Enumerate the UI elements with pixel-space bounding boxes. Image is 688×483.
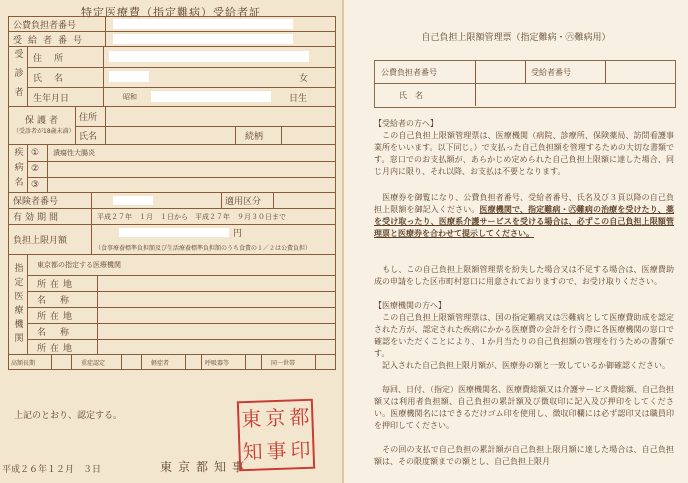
seal-char-5: 事 [266, 438, 287, 464]
patient-name-label: 氏名 [33, 73, 76, 84]
patient-dob-row [27, 87, 335, 107]
designated-row-1 [27, 255, 335, 276]
para-institution-4: その回の支払で自己負担の累計額が自己負担上限月額に達した場合は、自己負担額は、その限度額までの額とし、自己負担上限月 [374, 445, 674, 466]
dob-era: 昭和 [123, 93, 137, 101]
redacted-payer-number [113, 19, 293, 29]
designated-row-2 [27, 275, 335, 292]
row-limit [9, 225, 335, 255]
inst-name-label-2: 名称 [37, 295, 84, 306]
designated-1: 東京都の指定する医療機関 [37, 261, 121, 269]
ledger-page [344, 0, 688, 483]
designated-row-6 [27, 339, 335, 355]
recipient-number-label: 受給者番号 [13, 35, 89, 46]
section-institution-heading: 【医療機関の方へ】 [374, 301, 446, 310]
row-recipient-number [9, 32, 335, 47]
payer-number-label: 公費負担者番号 [13, 20, 77, 31]
flag-label-2: 重症認定 [81, 359, 106, 367]
row-insurer [9, 193, 335, 209]
redacted-patient-name [109, 71, 149, 82]
seal-char-3: 都 [288, 404, 310, 430]
guardian-address-label: 住所 [79, 113, 98, 123]
ledger-row-name [375, 84, 675, 106]
issue-date: 平成２６年１２月 ３日 [2, 465, 102, 475]
redacted-limit-amount [119, 228, 229, 237]
place-label-2: 所在地 [37, 311, 77, 322]
dob-suffix: 日生 [289, 93, 308, 104]
disease-row-2 [27, 161, 335, 178]
limit-note: （食事療養標準負担額及び生活療養標準負担額のうち食費の１／２は公費負担） [95, 244, 312, 252]
disease-1: 潰瘍性大腸炎 [53, 149, 95, 157]
ledger-title: 自己負担上限額管理票（指定難病・㊅難病用） [421, 33, 611, 43]
row-disease [9, 145, 335, 193]
redacted-recipient-number [113, 34, 293, 44]
certify-text: 上記のとおり、認定する。 [14, 411, 123, 421]
redacted-patient-address [109, 51, 309, 62]
guardian-note: （受診者が18歳未満） [13, 128, 75, 135]
disease-label-text: 疾病名 [12, 146, 23, 192]
limit-unit: 円 [233, 228, 243, 239]
place-label-3: 所在地 [37, 343, 77, 354]
guardian-address-row [75, 107, 335, 127]
limit-label: 負担上限月額 [13, 236, 68, 246]
designated-row-5 [27, 323, 335, 340]
row-payer-number [9, 17, 335, 32]
ledger-name-label: 氏 名 [399, 90, 423, 100]
patient-sex: 女 [299, 73, 309, 84]
disease-num-3: ③ [31, 180, 40, 190]
para-institution-1: この自己負担上限額管理票は、国の指定難病又は㊅難病として医療費助成を認定された方が、認定された疾病にかかる医療費の会計を行う際に各医療機関の窓口で確認をいただくことにより、１か月当たりの自己負担額の管理を行うための書類です。 [374, 313, 674, 358]
para-recipient-2b: 医療機関で、指定難病・㊅難病の治療を受けたり、薬を受け取ったり、医療系介護サービスを受ける場合は、必ずこの自己負担上限額管理票と医療券を合わせて提示してください。 [374, 205, 674, 238]
row-validity [9, 209, 335, 225]
designated-label-text: 指定医療機関 [12, 263, 23, 347]
row-guardian [9, 107, 335, 145]
place-label-1: 所在地 [37, 279, 77, 290]
certificate-table [8, 16, 336, 370]
patient-address-row [27, 47, 335, 68]
designated-label [9, 255, 27, 355]
patient-dob-label: 生年月日 [33, 93, 70, 104]
row-patient [9, 47, 335, 107]
guardian-name-label: 氏名 [79, 132, 98, 142]
disease-label [9, 145, 27, 193]
applicable-label: 適用区分 [225, 197, 262, 207]
ledger-payer-number-label: 公費負担者番号 [381, 67, 437, 77]
flag-label-4: 呼吸器等 [205, 359, 230, 367]
ledger-row-numbers [375, 61, 675, 84]
relationship-label: 続柄 [245, 132, 264, 142]
disease-row-1 [27, 145, 335, 162]
para-recipient-3: もし、この自己負担上限額管理票を紛失した場合又は不足する場合は、医療費助成の申請をした区市町村窓口に用意されておりますので、お受け取りください。 [374, 265, 674, 286]
designated-row-3 [27, 291, 335, 308]
redacted-dob [151, 91, 271, 102]
guardian-label: 保護者 [24, 116, 61, 126]
disease-num-1: ① [31, 148, 40, 158]
guardian-label-block [13, 113, 73, 135]
para-institution-2: 記入された自己負担上限月額が、医療券の額と一致しているか御確認ください。 [374, 361, 670, 370]
certificate-title: 特定医療費（指定難病）受給者証 [81, 6, 261, 19]
flag-label-3: 軽症者 [151, 359, 170, 367]
official-seal [237, 399, 315, 472]
para-recipient-1: この自己負担上限額管理票は、医療機関（病院、診療所、保険薬局、訪問看護事業所をいいます。以下同じ。）で支払った自己負担額を管理するための大切な書類です。窓口でのお支払額が、あらかじめ定められた自己負担上限額に達した場合、同じ月内に限り、それ以降、お支払は不要となります。 [374, 131, 674, 176]
designated-row-4 [27, 307, 335, 324]
flag-label-5: 同一世帯 [271, 359, 296, 367]
para-recipient-2 [374, 192, 674, 240]
seal-char-4: 知 [242, 439, 263, 465]
para-recipient-2a: 医療券を御覧になり、公費負担者番号、受給者番号、氏名及び３頁以降の自己負担上限額を御記入ください。 [374, 193, 674, 214]
validity-value: 平成２７年 １月 １日から 平成２７年 ９月３０日まで [97, 212, 286, 221]
guardian-name-row [75, 126, 335, 145]
issuer: 東京都知事 [160, 460, 251, 474]
patient-name-row [27, 67, 335, 88]
seal-char-2: 京 [264, 405, 286, 431]
row-flags [9, 355, 335, 369]
certificate-page [0, 0, 342, 483]
ledger-recipient-number-label: 受給者番号 [531, 67, 571, 77]
seal-char-1: 東 [241, 406, 262, 432]
redacted-insurer-number [113, 196, 153, 205]
patient-group-text: 受診者 [12, 48, 23, 106]
seal-char-6: 印 [290, 437, 311, 463]
patient-group-label [9, 47, 27, 107]
patient-address-label: 住所 [33, 53, 76, 64]
flag-label-1: 高額長期 [11, 359, 36, 367]
section-recipient-heading: 【受給者の方へ】 [374, 119, 438, 128]
row-designated [9, 255, 335, 355]
insurer-number-label: 保険者番号 [13, 197, 59, 207]
validity-label: 有効期間 [13, 213, 62, 223]
inst-name-label-3: 名称 [37, 327, 84, 338]
ledger-header-table [374, 60, 676, 108]
para-institution-3: 毎回、日付、（指定）医療機関名、医療費総額又は介護サービス費総額、自己負担額又は利用者負担額、自己負担の累計額及び徴収印に記入及び押印をしてください。医療機関名にはできるだけゴム印を使用し、徴収印欄には必ず認印又は職員印を押印してください。 [374, 385, 674, 430]
disease-row-3 [27, 177, 335, 193]
disease-num-2: ② [31, 164, 40, 174]
